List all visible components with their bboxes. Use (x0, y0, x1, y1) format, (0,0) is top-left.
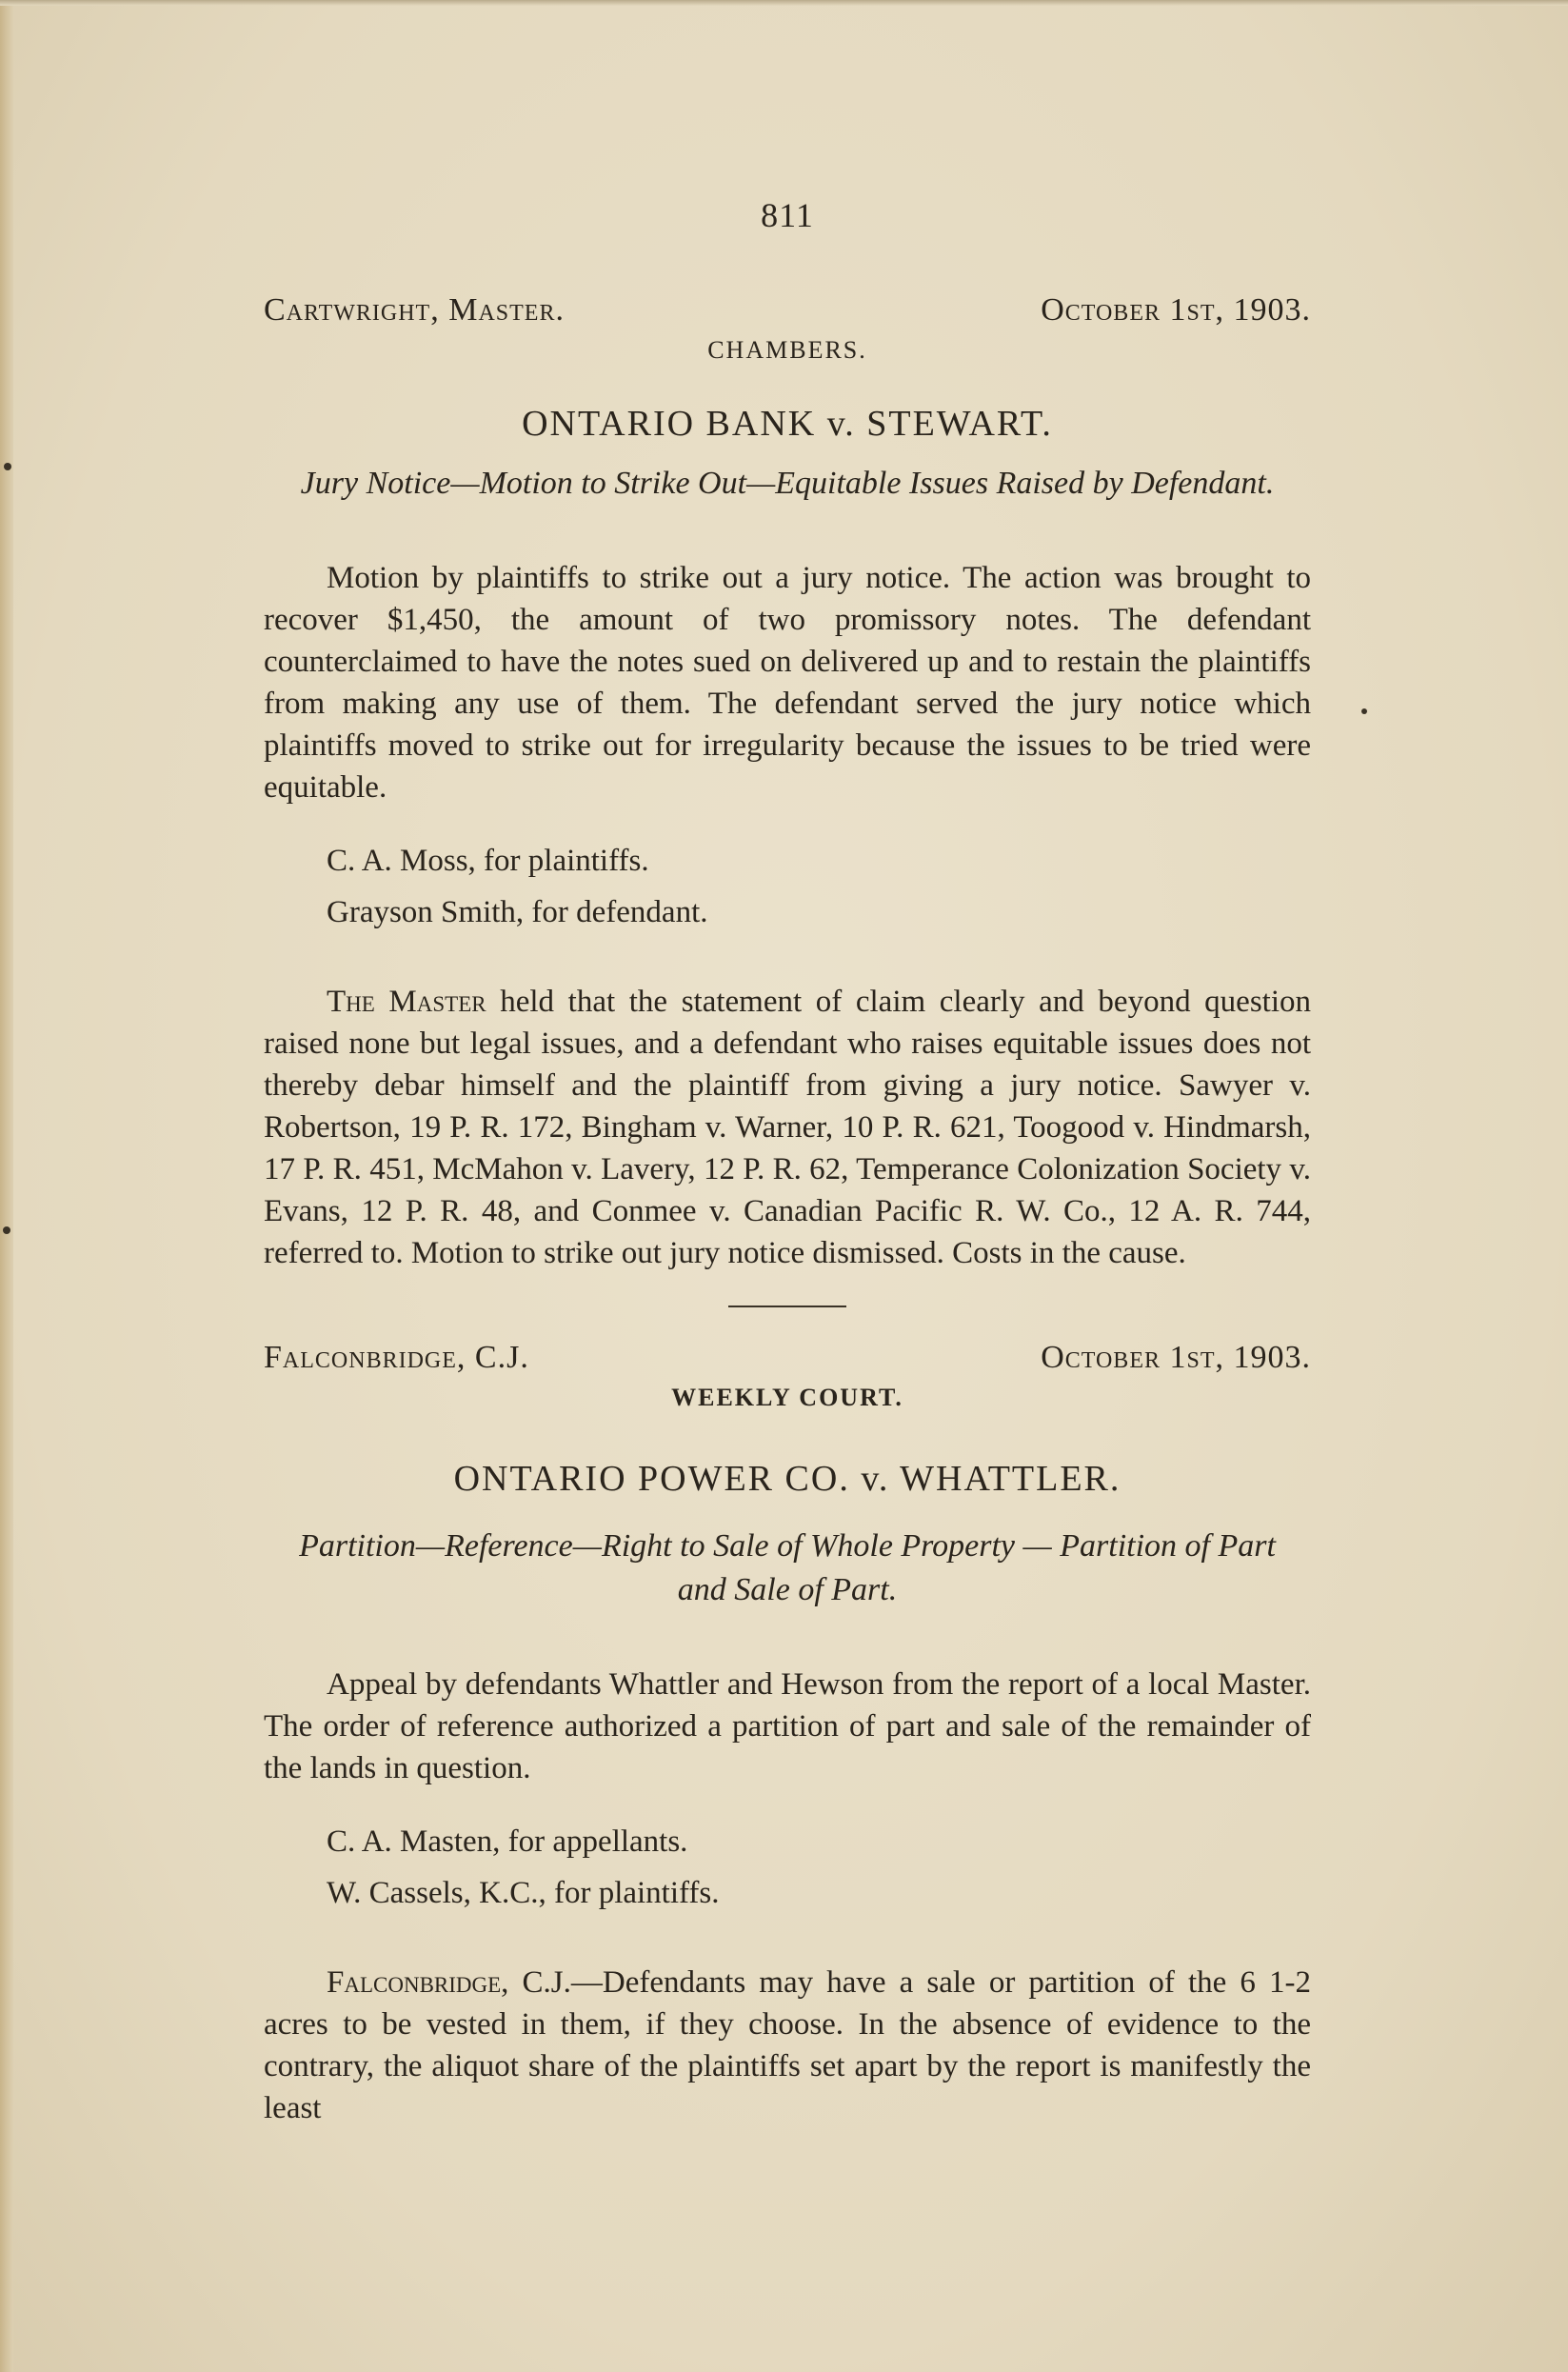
court-name: WEEKLY COURT. (671, 1384, 903, 1411)
text-column (264, 195, 1311, 2161)
headnote: Jury Notice—Motion to Strike Out—Equitable Issues Raised by Defendant. (300, 466, 1275, 501)
judgment-lead: Falconbridge, C.J. (327, 1965, 571, 2000)
top-edge (0, 0, 1568, 6)
headnote: Partition—Reference—Right to Sale of Whole Property — Partition of Part and Sale of Part. (299, 1528, 1276, 1607)
judgment-paragraph (264, 1962, 1311, 2129)
case-header (264, 292, 1311, 329)
facts-paragraph: Motion by plaintiffs to strike out a jury notice. The action was brought to recover $1,450, the amount of two promissory notes. The defendant counterclaimed to have the notes sued on delivered up and to restain the plaintiffs from making any use of them. The defendant served the jury notice which plaintiffs moved to strike out for irregularity because the issues to be tried were equitable. (264, 561, 1311, 805)
case-title: ONTARIO BANK v. STEWART. (522, 404, 1053, 444)
counsel-line: C. A. Masten, for appellants. (327, 1824, 688, 1859)
ink-speck (1361, 708, 1367, 714)
decision-date: October 1st, 1903. (1041, 292, 1311, 328)
court-name: CHAMBERS. (707, 336, 867, 364)
judgment-paragraph (264, 981, 1311, 1274)
judgment-body: —Defendants may have a sale or partition of the 6 1-2 acres to be vested in them, if they choose. In the absence of evidence to the contrary, the aliquot share of the plaintiffs set apart by the report is manifestly the least (264, 1965, 1311, 2125)
judge-name: Cartwright, Master. (264, 292, 565, 328)
page-number: 811 (761, 196, 814, 234)
counsel-line: W. Cassels, K.C., for plaintiffs. (327, 1876, 720, 1910)
judge-name: Falconbridge, C.J. (264, 1340, 529, 1375)
case-title: ONTARIO POWER CO. v. WHATTLER. (453, 1459, 1121, 1499)
case-header (264, 1340, 1311, 1376)
binding-edge (0, 0, 13, 2372)
ink-speck (4, 463, 11, 470)
facts-paragraph: Appeal by defendants Whattler and Hewson from the report of a local Master. The order of reference authorized a partition of part and sale of the remainder of the lands in question. (264, 1667, 1311, 1785)
judgment-lead: The Master (327, 985, 486, 1019)
counsel-line: Grayson Smith, for defendant. (327, 895, 708, 929)
counsel-line: C. A. Moss, for plaintiffs. (327, 844, 649, 878)
section-divider (728, 1306, 846, 1307)
ink-speck (3, 1226, 10, 1234)
judgment-body: held that the statement of claim clearly and beyond question raised none but legal issues, and a defendant who raises equitable issues does not thereby debar himself and the plaintiff from giving a jury notice. Sawyer v. Robertson, 19 P. R. 172, Bingham v. Warner, 10 P. R. 621, Toogood v. Hindmarsh, 17 P. R. 451, McMahon v. Lavery, 12 P. R. 62, Temperance Colonization Society v. Evans, 12 P. R. 48, and Conmee v. Canadian Pacific R. W. Co., 12 A. R. 744, referred to. Motion to strike out jury notice dismissed. Costs in the cause. (264, 985, 1312, 1270)
decision-date: October 1st, 1903. (1041, 1340, 1311, 1375)
